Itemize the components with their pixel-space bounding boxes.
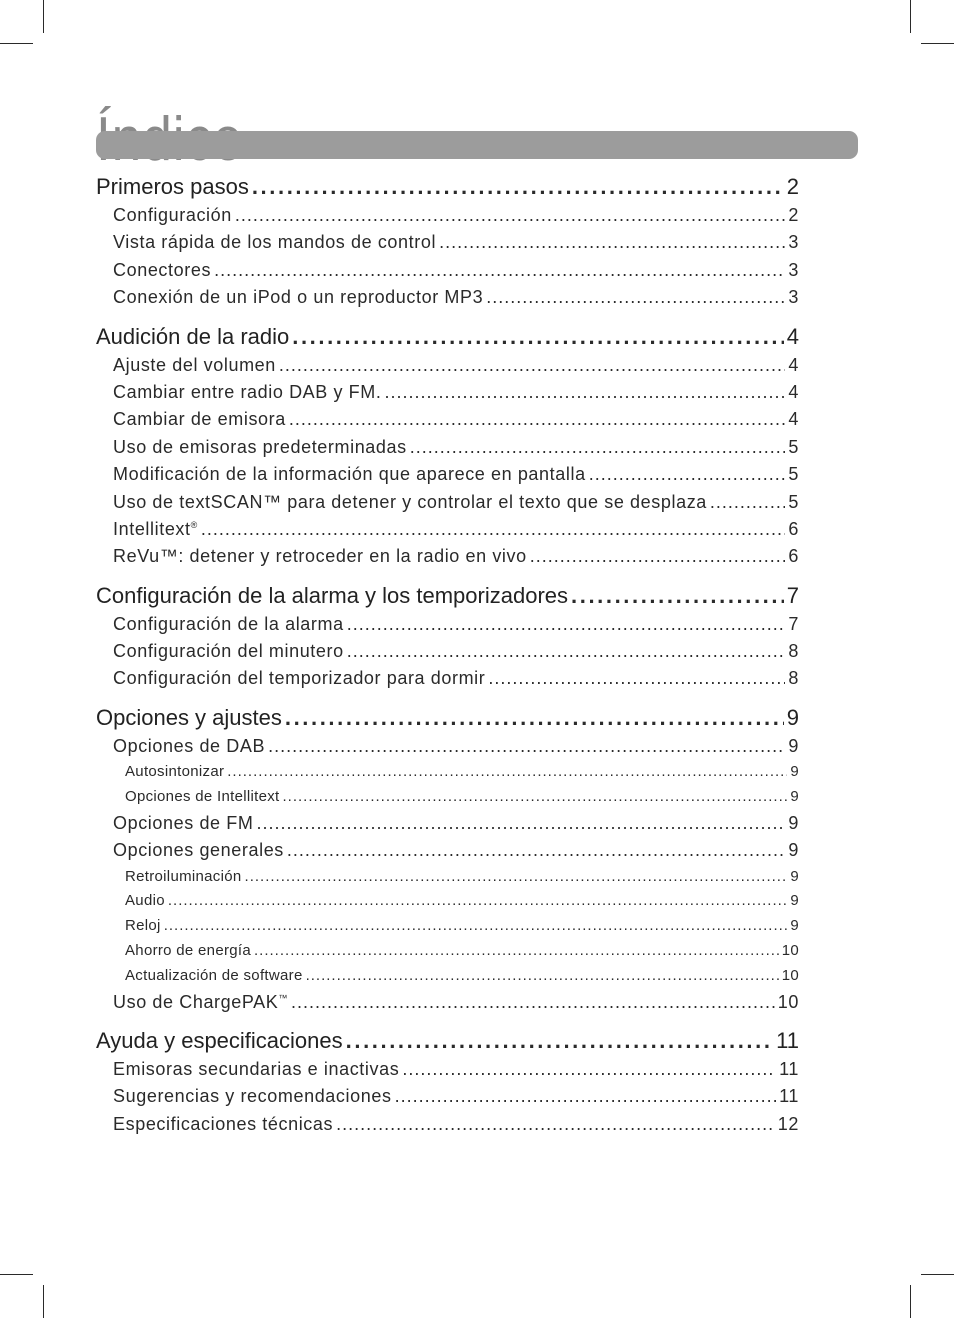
toc-section-heading[interactable]	[96, 1026, 799, 1056]
entry-text: Uso de emisoras predeterminadas	[113, 436, 407, 457]
entry-label	[113, 810, 253, 837]
toc-entry[interactable]	[96, 516, 799, 543]
toc-entry[interactable]	[96, 810, 799, 837]
dot-leader	[384, 379, 785, 399]
entry-text: Cambiar entre radio DAB y FM.	[113, 381, 382, 402]
toc-entry[interactable]	[96, 611, 799, 638]
entry-page-number: 4	[788, 409, 799, 430]
entry-label	[113, 489, 707, 516]
toc-section-heading[interactable]	[96, 172, 799, 202]
dot-leader	[395, 1083, 777, 1103]
dot-leader	[214, 257, 785, 277]
dot-leader	[336, 1111, 775, 1131]
entry-text: Opciones de Intellitext	[125, 788, 280, 806]
entry-label	[125, 889, 165, 914]
section-title: Audición de la radio	[96, 323, 290, 349]
entry-label	[125, 939, 251, 964]
dot-leader	[291, 989, 775, 1009]
entry-page-number: 9	[790, 917, 799, 935]
dot-leader	[486, 284, 785, 304]
toc-subentry[interactable]	[96, 889, 799, 914]
entry-page-number: 6	[788, 518, 799, 539]
table-of-contents	[96, 172, 799, 1138]
entry-label	[113, 989, 288, 1016]
crop-mark	[43, 1285, 44, 1318]
toc-subentry[interactable]	[96, 939, 799, 964]
toc-entry[interactable]	[96, 665, 799, 692]
entry-page-number: 11	[779, 1086, 799, 1107]
dot-leader	[285, 703, 784, 727]
entry-label	[113, 611, 344, 638]
section-title: Primeros pasos	[96, 174, 249, 199]
crop-mark	[0, 43, 33, 44]
dot-leader	[201, 516, 786, 536]
toc-entry[interactable]	[96, 352, 799, 379]
entry-text: Actualización de software	[125, 966, 303, 984]
dot-leader	[282, 785, 787, 802]
dot-leader	[346, 1026, 774, 1050]
entry-page-number: 3	[788, 232, 799, 253]
entry-page-number: 5	[788, 436, 799, 457]
entry-page-number: 12	[777, 1113, 799, 1134]
entry-page-number: 9	[788, 735, 799, 756]
entry-page-number: 9	[788, 812, 799, 833]
toc-entry[interactable]	[96, 543, 799, 570]
entry-text: Opciones generales	[113, 840, 284, 861]
toc-entry[interactable]	[96, 837, 799, 864]
section-title: Configuración de la alarma y los temporizadores	[96, 582, 569, 608]
entry-text: Opciones de FM	[113, 812, 254, 833]
toc-section-heading[interactable]	[96, 703, 799, 733]
entry-page-number: 10	[781, 966, 799, 984]
entry-page-number: 3	[788, 259, 799, 280]
trademark-mark: ®	[190, 519, 198, 530]
entry-text: Opciones de DAB	[113, 735, 266, 756]
entry-page-number: 4	[788, 354, 799, 375]
toc-entry[interactable]	[96, 257, 799, 284]
entry-label	[113, 202, 232, 229]
entry-text: Configuración del minutero	[113, 641, 344, 662]
entry-page-number: 3	[788, 287, 799, 308]
entry-page-number: 10	[781, 942, 799, 960]
dot-leader	[268, 733, 785, 753]
section-page-number: 4	[786, 323, 799, 349]
dot-leader	[306, 964, 779, 981]
dot-leader	[410, 434, 786, 454]
dot-leader	[256, 810, 785, 830]
entry-label	[113, 1083, 392, 1110]
entry-text: Audio	[125, 892, 165, 910]
crop-mark	[921, 43, 954, 44]
toc-entry[interactable]	[96, 489, 799, 516]
section-page-number: 7	[786, 582, 799, 608]
entry-label	[113, 665, 485, 692]
dot-leader	[168, 889, 787, 906]
dot-leader	[589, 461, 786, 481]
entry-label	[113, 229, 436, 256]
entry-text: Configuración del temporizador para dormir	[113, 668, 486, 689]
toc-subentry[interactable]	[96, 914, 799, 939]
entry-page-number: 8	[788, 668, 799, 689]
toc-entry[interactable]	[96, 229, 799, 256]
dot-leader	[245, 865, 788, 882]
entry-label	[125, 865, 242, 890]
dot-leader	[347, 638, 786, 658]
entry-page-number: 5	[788, 491, 799, 512]
dot-leader	[347, 611, 786, 631]
dot-leader	[227, 760, 787, 777]
dot-leader	[235, 202, 786, 222]
entry-page-number: 9	[790, 788, 799, 806]
entry-text: Configuración	[113, 205, 232, 225]
entry-page-number: 9	[790, 892, 799, 910]
entry-text: Conexión de un iPod o un reproductor MP3	[113, 287, 484, 308]
toc-entry[interactable]	[96, 202, 799, 229]
toc-entry[interactable]	[96, 461, 799, 488]
dot-leader	[292, 322, 784, 346]
dot-leader	[289, 406, 786, 426]
crop-mark	[43, 0, 44, 33]
entry-text: Vista rápida de los mandos de control	[113, 232, 437, 253]
toc-entry[interactable]	[96, 1056, 799, 1083]
title-bar	[96, 131, 858, 159]
entry-text: Configuración de la alarma	[113, 613, 344, 634]
entry-page-number: 4	[788, 381, 799, 402]
entry-label	[113, 461, 586, 488]
crop-mark	[921, 1274, 954, 1275]
entry-label	[113, 1111, 333, 1138]
dot-leader	[571, 581, 784, 605]
toc-entry[interactable]	[96, 406, 799, 433]
toc-subentry[interactable]	[96, 964, 799, 989]
entry-page-number: 11	[779, 1059, 799, 1079]
toc-entry[interactable]	[96, 379, 799, 406]
entry-label	[113, 837, 284, 864]
entry-label	[125, 785, 279, 810]
entry-label	[113, 284, 483, 311]
entry-text: Intellitext	[113, 518, 191, 539]
dot-leader	[164, 914, 788, 931]
entry-text: Modificación de la información que aparece en pantalla	[113, 464, 586, 485]
entry-page-number: 5	[788, 464, 799, 485]
dot-leader	[287, 837, 785, 857]
entry-label	[113, 434, 407, 461]
toc-entry[interactable]	[96, 1083, 799, 1110]
entry-text: Uso de ChargePAK	[113, 991, 279, 1012]
entry-text: Sugerencias y recomendaciones	[113, 1086, 392, 1107]
crop-mark	[910, 1285, 911, 1318]
toc-subentry[interactable]	[96, 760, 799, 785]
entry-text: Autosintonizar	[125, 763, 225, 781]
entry-label	[113, 516, 198, 543]
entry-page-number: 9	[788, 840, 799, 861]
toc-entry[interactable]	[96, 733, 799, 760]
entry-label	[113, 406, 286, 433]
entry-page-number: 8	[788, 641, 799, 662]
dot-leader	[710, 489, 785, 509]
entry-text: Cambiar de emisora	[113, 409, 286, 430]
crop-mark	[910, 0, 911, 33]
entry-text: Uso de textSCAN™ para detener y controlar el texto que se desplaza	[113, 491, 707, 512]
entry-label	[113, 638, 344, 665]
entry-text: Ajuste del volumen	[113, 354, 276, 375]
toc-subentry[interactable]	[96, 865, 799, 890]
entry-page-number: 9	[790, 867, 799, 885]
entry-page-number: 9	[790, 763, 799, 781]
section-title: Opciones y ajustes	[96, 704, 282, 730]
toc-entry[interactable]	[96, 638, 799, 665]
toc-entry[interactable]	[96, 284, 799, 311]
entry-text: Retroiluminación	[125, 867, 242, 885]
entry-page-number: 7	[788, 613, 799, 634]
entry-label	[125, 964, 303, 989]
section-page-number: 11	[776, 1028, 799, 1053]
toc-entry[interactable]	[96, 1111, 799, 1138]
dot-leader	[254, 939, 779, 956]
entry-label	[113, 257, 211, 284]
dot-leader	[252, 172, 784, 196]
dot-leader	[488, 665, 785, 685]
dot-leader	[530, 543, 786, 563]
section-page-number: 2	[786, 174, 799, 199]
entry-label	[125, 760, 224, 785]
dot-leader	[439, 229, 785, 249]
toc-subentry[interactable]	[96, 785, 799, 810]
trademark-mark: ™	[278, 992, 288, 1003]
toc-section-heading[interactable]	[96, 581, 799, 611]
dot-leader	[402, 1056, 776, 1076]
entry-text: ReVu™: detener y retroceder en la radio en vivo	[113, 546, 527, 567]
entry-label	[113, 1056, 399, 1083]
entry-page-number: 10	[777, 991, 799, 1012]
toc-section-heading[interactable]	[96, 322, 799, 352]
entry-text: Especificaciones técnicas	[113, 1113, 334, 1134]
entry-text: Reloj	[125, 917, 161, 935]
dot-leader	[279, 352, 785, 372]
section-page-number: 9	[786, 704, 799, 730]
toc-entry[interactable]	[96, 434, 799, 461]
entry-label	[113, 543, 527, 570]
entry-label	[113, 733, 265, 760]
entry-text: Conectores	[113, 259, 212, 280]
entry-text: Emisoras secundarias e inactivas	[113, 1059, 400, 1079]
section-title: Ayuda y especificaciones	[96, 1028, 343, 1053]
entry-text: Ahorro de energía	[125, 942, 252, 960]
entry-label	[125, 914, 161, 939]
crop-mark	[0, 1274, 33, 1275]
entry-page-number: 2	[788, 205, 799, 225]
entry-label	[113, 352, 276, 379]
toc-entry[interactable]	[96, 989, 799, 1016]
entry-page-number: 6	[788, 546, 799, 567]
entry-label	[113, 379, 381, 406]
